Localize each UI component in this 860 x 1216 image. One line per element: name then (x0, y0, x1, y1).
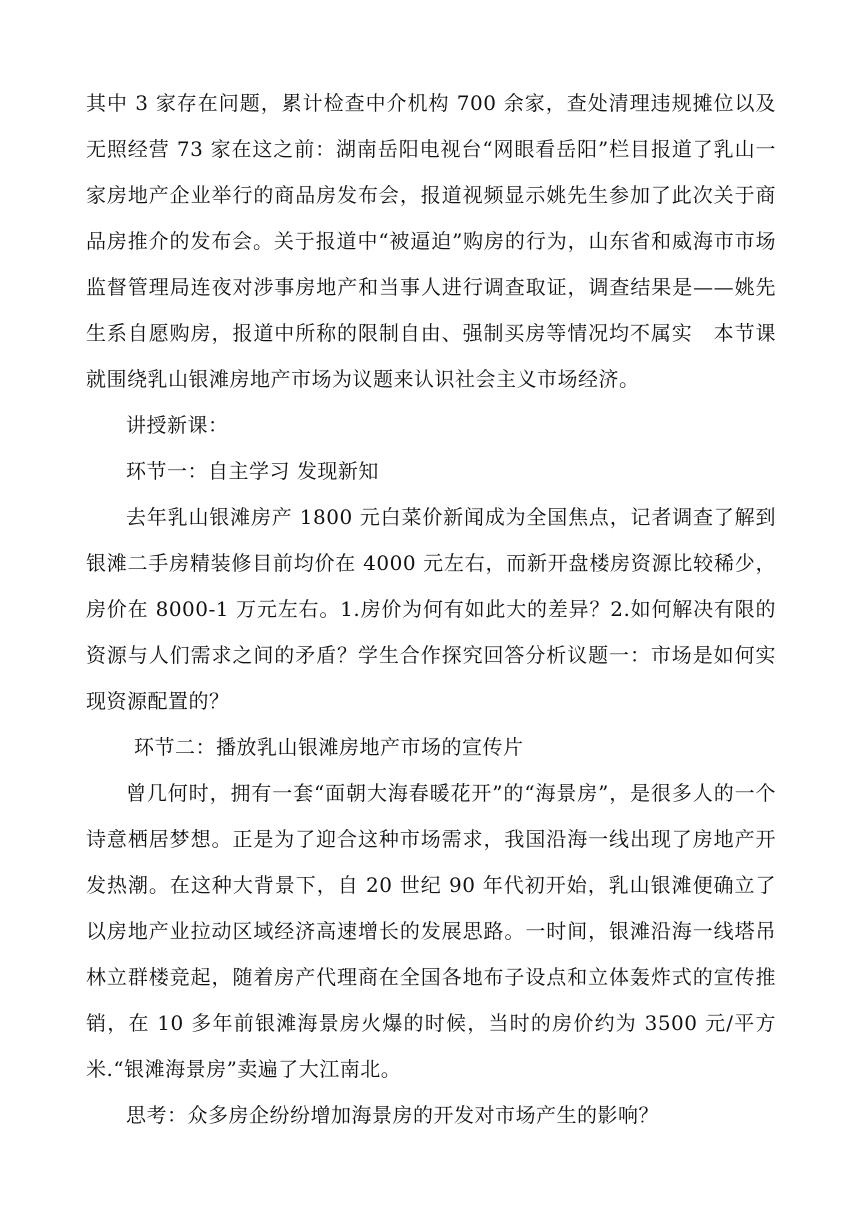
step-two-heading: 环节二：播放乳山银滩房地产市场的宣传片 (134, 735, 524, 759)
intro-paragraph: 其中 3 家存在问题，累计检查中介机构 700 余家，查处清理违规摊位以及无照经营 73 家在这之前：湖南岳阳电视台“网眼看岳阳”栏目报道了乳山一家房地产企业举行的商品房发布会，报道视频显示姚先生参加了此次关于商品房推介的发布会。关于报道中“被逼迫”购房的行为，山东省和威海市市场监督管理局连夜对涉事房地产和当事人进行调查取证，调查结果是——姚先生系自愿购房，报道中所称的限制自由、强制买房等情况均不属实 本节课就围绕乳山银滩房地产市场为议题来认识社会主义市场经济。 (86, 91, 776, 391)
step-one-paragraph: 去年乳山银滩房产 1800 元白菜价新闻成为全国焦点，记者调查了解到银滩二手房精装修目前均价在 4000 元左右，而新开盘楼房资源比较稀少，房价在 8000-1 万元左右。1.房价为何有如此大的差异？2.如何解决有限的资源与人们需求之间的矛盾？学生合作探究回答分析议题一：市场是如何实现资源配置的？ (86, 505, 776, 713)
step-two-paragraph: 曾几何时，拥有一套“面朝大海春暖花开”的“海景房”，是很多人的一个诗意栖居梦想。正是为了迎合这种市场需求，我国沿海一线出现了房地产开发热潮。在这种大背景下，自 20 世纪 90 年代初开始，乳山银滩便确立了以房地产业拉动区域经济高速增长的发展思路。一时间，银滩沿海一线塔吊林立群楼竞起，随着房产代理商在全国各地布子设点和立体轰炸式的宣传推销，在 10 多年前银滩海景房火爆的时候，当时的房价约为 3500 元/平方米.“银滩海景房”卖遍了大江南北。 (86, 781, 776, 1081)
think-question: 思考：众多房企纷纷增加海景房的开发对市场产生的影响？ (126, 1103, 659, 1127)
document-body (86, 80, 776, 1138)
new-lesson-label: 讲授新课： (126, 413, 229, 437)
step-one-heading: 环节一：自主学习 发现新知 (126, 459, 379, 483)
